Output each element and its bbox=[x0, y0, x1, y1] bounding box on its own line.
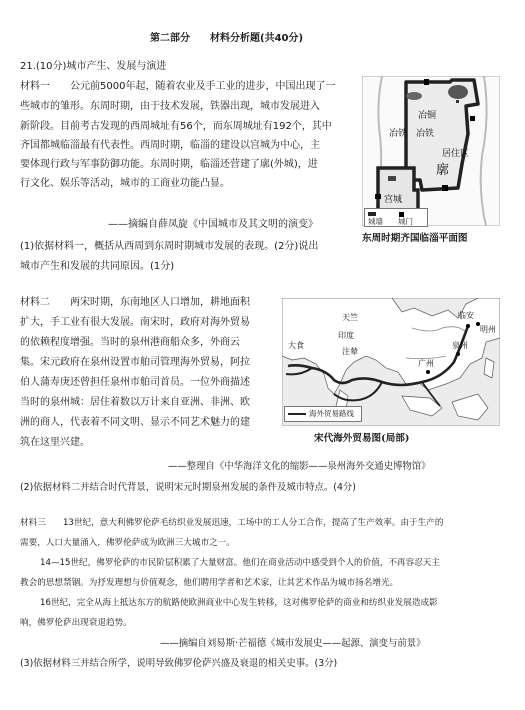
map2-label-yindu: 印度 bbox=[338, 331, 354, 340]
question-2: (2)依据材料二并结合时代背景，说明宋元时期泉州发展的条件及城市特点。(4分) bbox=[20, 482, 356, 493]
map1-label-gongcheng: 宫城 bbox=[384, 195, 403, 205]
material-1-line: 行文化、娱乐等活动，城市的工商业功能凸显。 bbox=[20, 178, 230, 189]
map1-caption: 东周时期齐国临淄平面图 bbox=[362, 233, 468, 244]
material-3-source: ——摘编自刘易斯·芒福德《城市发展史——起源、演变与前景》 bbox=[160, 638, 426, 649]
material-2-line: 扩大，手工业有很大发展。南宋时，政府对海外贸易 bbox=[20, 317, 250, 328]
material-3-line: 材料三 13世纪，意大利佛罗伦萨毛纺织业发展迅速，工场中的工人分工合作，提高了生产效率。由于生产的 bbox=[20, 518, 444, 528]
map1-legend-wall: 城墙 bbox=[368, 217, 383, 226]
material-2-line: 集。宋元政府在泉州设置市舶司管理海外贸易，阿拉 bbox=[20, 357, 250, 368]
material-2-line: 洲的商人，代表着不同文明、显示不同艺术魅力的建 bbox=[20, 417, 250, 428]
material-2-line: 当时的泉州城：居住着数以万计来自亚洲、非洲、欧 bbox=[20, 397, 250, 408]
material-3-line: 响，佛罗伦萨出现衰退趋势。 bbox=[20, 618, 132, 628]
material-1-source: ——摘编自薛凤旋《中国城市及其文明的演变》 bbox=[108, 219, 318, 230]
material-1-line: 新阶段。目前考古发现的西周城址有56个，而东周城址有192个，其中 bbox=[20, 121, 332, 132]
map2-label-zhunian: 注辇 bbox=[342, 347, 358, 356]
map2-label-quanzhou: 泉州 bbox=[452, 341, 468, 350]
map1-legend bbox=[364, 208, 428, 227]
map1-label-yetie-2: 冶铁 bbox=[416, 129, 435, 139]
map2-label-mingzhou: 明州 bbox=[480, 325, 496, 334]
question-title: 21.(10分)城市产生、发展与演进 bbox=[20, 61, 167, 72]
material-3-line: 教会的思想禁锢。为抒发理想与价值观念，他们聘用学者和艺术家，让其艺术作品为城市扬名增光。 bbox=[20, 578, 399, 588]
material-2-line: 材料二 两宋时期，东南地区人口增加，耕地面积 bbox=[20, 297, 250, 308]
linzi-map-figure bbox=[362, 76, 500, 226]
trade-route-swatch bbox=[288, 413, 306, 415]
question-1-line: (1)依据材料一，概括从西周到东周时期城市发展的表现。(2分)说出 bbox=[20, 241, 319, 252]
question-1-line: 城市产生和发展的共同原因。(1分) bbox=[20, 261, 175, 272]
map2-legend-label: 海外贸易路线 bbox=[309, 409, 354, 418]
material-2-line: 筑在这里兴建。 bbox=[20, 437, 90, 448]
material-3-line: 14—15世纪，佛罗伦萨的市民阶层积累了大量财富。他们在商业活动中感受到个人的价值，不再容忍天主 bbox=[40, 558, 440, 568]
linzi-city-plan-map bbox=[362, 76, 500, 246]
map2-caption: 宋代海外贸易图(局部) bbox=[314, 433, 410, 444]
map2-label-tianzhu: 天竺 bbox=[342, 313, 358, 322]
map2-legend bbox=[284, 406, 362, 422]
material-1-line: 材料一 公元前5000年起，随着农业及手工业的进步，中国出现了一 bbox=[20, 81, 336, 92]
map2-label-linan: 临安 bbox=[458, 311, 474, 320]
material-2-line: 的依赖程度增强。当时的泉州港商船众多，外商云 bbox=[20, 337, 240, 348]
map1-label-yetie-1: 冶铁 bbox=[389, 129, 408, 139]
section-title: 第二部分 材料分析题(共40分) bbox=[150, 33, 304, 44]
map1-label-juzhuqu: 居住区 bbox=[442, 149, 470, 159]
material-2-line: 伯人蒲寿庚还曾担任泉州市舶司首员。一位外商描述 bbox=[20, 377, 250, 388]
map1-label-kuo: 廓 bbox=[436, 163, 450, 178]
map1-label-yetong: 冶铜 bbox=[418, 111, 437, 121]
material-1-line: 些城市的雏形。东周时期，由于技术发展，铁器出现，城市发展进入 bbox=[20, 101, 320, 112]
city-wall-swatch bbox=[368, 212, 376, 216]
map2-label-dashi: 大食 bbox=[288, 341, 304, 350]
song-maritime-trade-map bbox=[282, 298, 500, 453]
material-2-source: ——整理自《中华海洋文化的缩影——泉州海外交通史博物馆》 bbox=[168, 461, 431, 472]
map2-label-guangzhou: 广州 bbox=[418, 359, 434, 368]
map1-legend-gate: 城门 bbox=[398, 217, 413, 226]
material-1-line: 齐国都城临淄最有代表性。西周时期，临淄的建设以宫城为中心，主 bbox=[20, 140, 320, 151]
material-3-line: 16世纪，完全从海上抵达东方的航路使欧洲商业中心发生转移，这对佛罗伦萨的商业和纺织业发展造成影 bbox=[40, 598, 438, 608]
question-3: (3)依据材料三并结合所学，说明导致佛罗伦萨兴盛及衰退的相关史事。(3分) bbox=[20, 658, 338, 669]
material-3-line: 需要，人口大量涌入，佛罗伦萨成为欧洲三大城市之一。 bbox=[20, 538, 235, 548]
material-1-line: 要体现行政与军事防御功能。东周时期，临淄还营建了廓(外城)，进 bbox=[20, 159, 318, 170]
